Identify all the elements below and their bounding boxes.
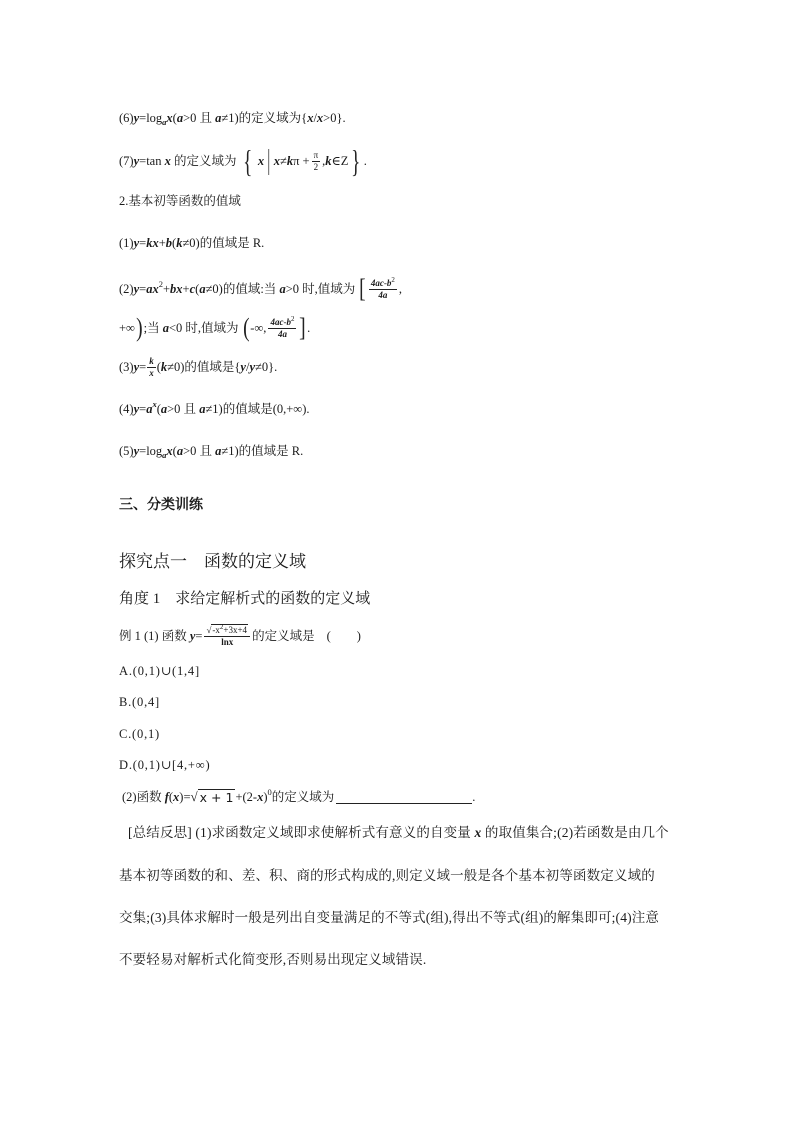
exponent: 0 (267, 787, 272, 797)
explore-title-text: 探究点一 函数的定义域 (119, 552, 306, 571)
fraction-vertex (369, 275, 397, 301)
text: ≠0}. (255, 360, 278, 374)
summary-line-1 (128, 824, 669, 842)
domain-item-7 (119, 143, 367, 179)
text: ≠1)的值域是(0,+∞). (205, 402, 310, 416)
text: ;当 (143, 321, 163, 335)
num-exponent: 2 (290, 314, 295, 323)
option-text: B.(0,4] (119, 695, 161, 709)
num-4ac: 4ac (370, 277, 384, 288)
var-a: a (162, 321, 169, 335)
num-b: b (386, 277, 392, 288)
var-y: y (133, 236, 140, 250)
text: π + (293, 154, 310, 168)
numerator (369, 275, 397, 290)
var-y: y (249, 360, 256, 374)
var-k: k (176, 236, 183, 250)
left-paren: ( (242, 313, 250, 342)
text: = (139, 282, 147, 296)
text: ( (168, 790, 174, 804)
summary-line-4 (119, 951, 426, 969)
radicand: x + 1 (199, 789, 234, 805)
left-brace: { (243, 143, 253, 179)
var-k: k (286, 154, 294, 168)
var-ax: ax (146, 282, 159, 296)
var-a: a (279, 282, 286, 296)
range-item-2-line-2 (119, 313, 311, 342)
text: = (139, 402, 147, 416)
summary-text: 交集;(3)具体求解时一般是列出自变量满足的不等式(组),得出不等式(组)的解集即可;(4)注意 (119, 910, 660, 925)
text: = (139, 360, 147, 374)
radicand-part: -x (212, 625, 220, 635)
text: -∞, (250, 321, 267, 335)
var-a: a (146, 402, 153, 416)
option-d (119, 757, 210, 773)
text: + (182, 282, 190, 296)
range-item-3 (119, 355, 278, 378)
section-title-text: 三、分类训练 (119, 498, 203, 513)
numerator: π (313, 149, 319, 160)
option-b (119, 694, 160, 710)
example-1-part-2 (122, 789, 475, 805)
log-base: a (162, 450, 167, 460)
text: , (322, 154, 326, 168)
var-y: y (133, 402, 140, 416)
numerator: k (149, 355, 154, 366)
section-title (119, 497, 203, 515)
radical-sign: √ (190, 789, 198, 804)
summary-line-3 (119, 909, 659, 927)
range-item-5 (119, 443, 303, 459)
log-base: a (162, 117, 167, 127)
text: ) (179, 790, 184, 804)
exponent: 2 (158, 279, 163, 289)
option-text: D.(0,1)∪[4,+∞) (119, 758, 211, 772)
fraction-k-over-x (147, 356, 156, 379)
var-y: y (133, 282, 140, 296)
var-y: y (133, 444, 140, 458)
var-x: x (164, 154, 171, 168)
text: ≠ (279, 154, 287, 168)
summary-text: 不要轻易对解析式化简变形,否则易出现定义域错误. (119, 952, 427, 967)
denominator: x (149, 367, 154, 378)
log-text: =log (139, 111, 163, 125)
var-a: a (160, 402, 168, 416)
right-brace: } (351, 143, 361, 179)
var-y: y (133, 111, 140, 125)
item-number: (4) (119, 402, 134, 416)
text: ≠1)的定义域为{ (221, 111, 308, 125)
left-bracket: [ (359, 274, 366, 303)
heading-text: 2.基本初等函数的值域 (119, 194, 241, 208)
text: >0 且 (167, 402, 200, 416)
radical-sign: √ (206, 624, 212, 635)
text: ≠0)的值域是{ (167, 360, 241, 374)
var-a: a (199, 402, 206, 416)
text: +∞ (119, 321, 135, 335)
denominator: 2 (313, 161, 319, 172)
tan-text: =tan (139, 154, 165, 168)
option-text: A.(0,1)∪(1,4] (119, 664, 200, 678)
exponent-x: x (152, 399, 157, 409)
right-paren: ) (136, 313, 143, 342)
text: ( (156, 360, 161, 374)
summary-text: [总结反思] (1)求函数定义域即求使解析式有意义的自变量 (128, 825, 475, 840)
numerator (204, 624, 250, 637)
text: + (162, 282, 171, 296)
summary-text: 的取值集合;(2)若函数是由几个 (481, 825, 669, 840)
var-x: x (257, 154, 265, 168)
item-number: (6) (119, 111, 134, 125)
var-c: c (189, 282, 196, 296)
text: ( (172, 236, 177, 250)
num-minus: - (283, 316, 287, 327)
summary-text: 基本初等函数的和、差、积、商的形式构成的,则定义域一般是各个基本初等函数定义域的 (119, 868, 655, 883)
denominator: 4a (378, 289, 388, 300)
answer-blank (336, 791, 472, 804)
var-b: b (165, 236, 173, 250)
var-x: x (257, 790, 264, 804)
exponent: 2 (219, 623, 224, 631)
text: >0 时,值域为 (285, 282, 356, 296)
text: 的定义域为 (271, 790, 335, 804)
var-k: k (160, 360, 168, 374)
angle-title-text: 角度 1 求给定解析式的函数的定义域 (119, 591, 371, 607)
item-number: (7) (119, 154, 134, 168)
num-4ac: 4ac (270, 316, 284, 327)
text: (2)函数 (122, 790, 165, 804)
var-a: a (215, 444, 222, 458)
var-y: y (133, 360, 140, 374)
text: . (363, 154, 367, 168)
var-x: x (474, 825, 482, 840)
summary-line-2 (119, 867, 655, 885)
text: ≠1)的值域是 R. (221, 444, 304, 458)
var-x: x (307, 111, 314, 125)
range-heading (119, 193, 241, 209)
text: 例 1 (1) 函数 (119, 629, 190, 643)
option-c (119, 726, 160, 742)
text: <0 时,值域为 (169, 321, 239, 335)
set-bar: | (267, 145, 271, 176)
text: / (313, 111, 317, 125)
item-number: (3) (119, 360, 134, 374)
option-a (119, 663, 200, 679)
text: = (195, 629, 203, 643)
text: 的定义域为 (170, 154, 237, 168)
text: >0 且 (183, 444, 216, 458)
text: = (139, 236, 147, 250)
fraction-pi-over-2 (312, 150, 321, 173)
var-x: x (273, 154, 280, 168)
text: ( (172, 111, 177, 125)
var-x: x (173, 790, 180, 804)
denominator: 4a (277, 328, 287, 339)
var-y: y (133, 154, 140, 168)
text: + (158, 236, 166, 250)
text: ∈Z (331, 154, 349, 168)
log-text: =log (139, 444, 163, 458)
var-kx: kx (146, 236, 159, 250)
range-item-2-line-1 (119, 274, 403, 303)
text: ( (195, 282, 200, 296)
var-a: a (176, 111, 184, 125)
answer-paren-open: ( (326, 629, 331, 643)
var-y: y (189, 629, 196, 643)
fraction-vertex (268, 314, 296, 340)
text: ) (263, 790, 268, 804)
text: ( (172, 444, 177, 458)
fraction-sqrt-over-lnx (204, 624, 250, 648)
text: / (245, 360, 250, 374)
radicand-part: +3x+4 (223, 625, 248, 635)
denominator: lnx (221, 637, 234, 647)
text: . (472, 790, 476, 804)
right-bracket: ] (299, 313, 307, 342)
range-item-4 (119, 401, 310, 417)
var-x: x (316, 111, 324, 125)
item-number: (1) (119, 236, 134, 250)
var-a: a (215, 111, 222, 125)
text: +(2- (235, 790, 258, 804)
example-1-stem (119, 623, 361, 647)
text: >0 且 (183, 111, 216, 125)
num-b: b (286, 316, 291, 327)
explore-title (119, 551, 306, 573)
angle-title (119, 589, 370, 609)
item-number: (5) (119, 444, 134, 458)
text: >0}. (323, 111, 346, 125)
item-number: (2) (119, 282, 134, 296)
var-a: a (199, 282, 206, 296)
text: ≠0)的值域:当 (205, 282, 280, 296)
radicand (211, 624, 248, 636)
num-exponent: 2 (391, 275, 395, 284)
var-x: x (166, 111, 173, 125)
option-text: C.(0,1) (119, 727, 161, 741)
text: , (398, 282, 403, 296)
var-x: x (166, 444, 173, 458)
var-k: k (325, 154, 332, 168)
range-item-1 (119, 235, 264, 251)
answer-paren-close: ) (356, 629, 361, 643)
var-bx: bx (170, 282, 183, 296)
text: . (307, 321, 311, 335)
var-a: a (176, 444, 184, 458)
text: ( (156, 402, 161, 416)
text: = (183, 790, 191, 804)
num-minus: - (383, 277, 387, 288)
numerator (268, 314, 296, 329)
var-f: f (164, 790, 169, 804)
text: ≠0)的值域是 R. (182, 236, 265, 250)
var-y: y (240, 360, 246, 374)
domain-item-6 (119, 110, 346, 126)
text: 的定义域是 (252, 629, 315, 643)
